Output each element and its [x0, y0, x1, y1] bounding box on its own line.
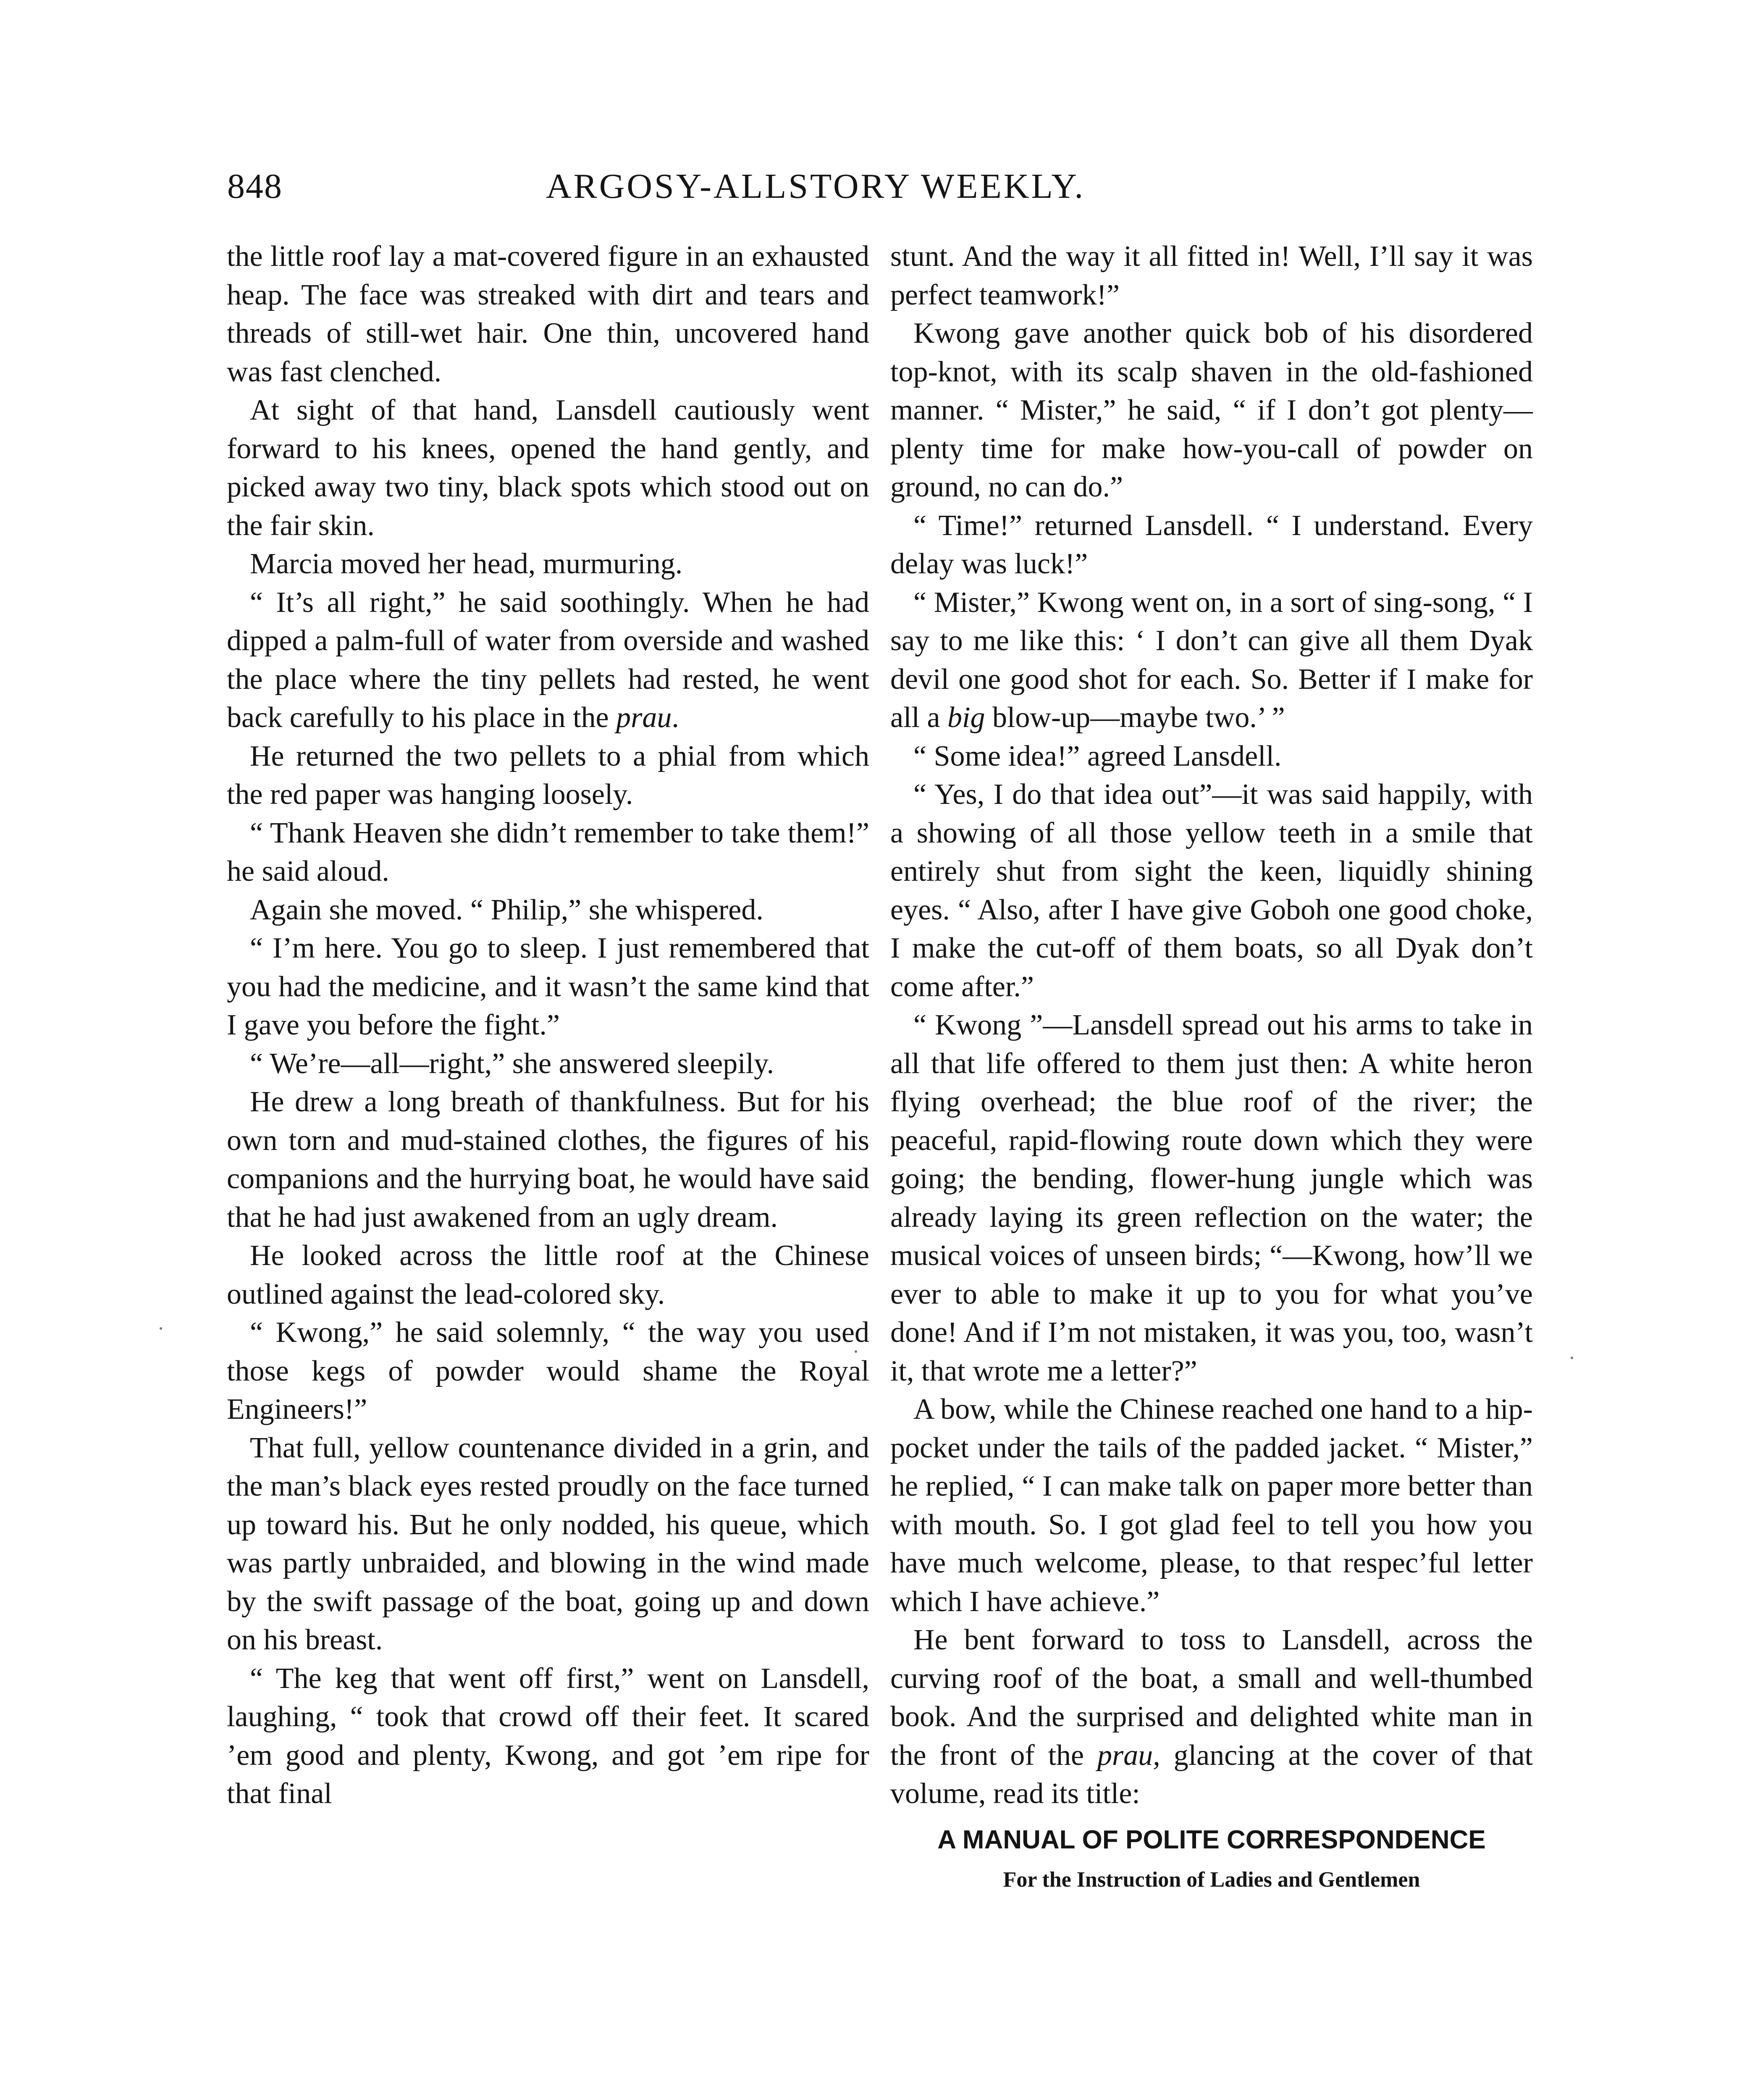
paragraph: Marcia moved her head, murmuring. [250, 548, 683, 580]
paragraph: Again she moved. “ Philip,” she whispered. [250, 893, 763, 926]
paragraph-text: blow-up—maybe two.’ ” [992, 701, 1285, 734]
paragraph: That full, yellow countenance divided in a grin, and the man’s black eyes rested proudly on the face turned up toward his. But he only nodded, his queue, which was partly unbraided, and blowing in the wind made by the swift passage of the boat, going up and down on his breast. [227, 1431, 869, 1656]
paragraph: “ Kwong,” he said solemnly, “ the way you used those kegs of powder would shame the Royal Engineers!” [227, 1316, 869, 1425]
paragraph: stunt. And the way it all fitted in! Well, I’ll say it was perfect teamwork!” [890, 240, 1533, 311]
paragraph [890, 583, 1533, 737]
paragraph: At sight of that hand, Lansdell cautiously went forward to his knees, opened the hand gently, and picked away two tiny, black spots which stood out on the fair skin. [227, 394, 869, 542]
paragraph [890, 1621, 1533, 1813]
print-speck [855, 1350, 857, 1353]
paragraph: He returned the two pellets to a phial from which the red paper was hanging loosely. [227, 740, 869, 811]
punctuation: . [672, 701, 679, 734]
italic-word: big [947, 701, 985, 734]
paragraph-text: glancing at the cover of that volume, read its title: [890, 1739, 1533, 1810]
paragraph: “ Thank Heaven she didn’t remember to take them!” he said aloud. [227, 816, 869, 887]
paragraph: He looked across the little roof at the Chinese outlined against the lead-colored sky. [227, 1239, 869, 1310]
paragraph: “ We’re—all—right,” she answered sleepily. [250, 1047, 774, 1080]
page-number: 848 [227, 167, 283, 206]
paragraph: A bow, while the Chinese reached one hand to a hip-pocket under the tails of the padded jacket. “ Mister,” he replied, “ I can make talk on paper more better than with mouth. So. I got glad feel to tell you how you have much welcome, please, to that respec’ful letter which I have achieve.” [890, 1393, 1533, 1618]
italic-word: prau, [1097, 1739, 1160, 1772]
book-subtitle: For the Instruction of Ladies and Gentlemen [1003, 1868, 1420, 1892]
paragraph: Kwong gave another quick bob of his disordered top-knot, with its scalp shaven in the old-fashioned manner. “ Mister,” he said, “ if I don’t got plenty—plenty time for make how-you-call of powder on ground, no can do.” [890, 317, 1533, 503]
paragraph: “ I’m here. You go to sleep. I just remembered that you had the medicine, and it wasn’t the same kind that I gave you before the fight.” [227, 932, 869, 1041]
paragraph: “ Kwong ”—Lansdell spread out his arms to take in all that life offered to them just then: A white heron flying overhead; the blue roof of the river; the peaceful, rapid-flowing route down which they were going; the bending, flower-hung jungle which was already laying its green reflection on the water; the musical voices of unseen birds; “—Kwong, how’ll we ever to able to make it up to you for what you’ve done! And if I’m not mistaken, it was you, too, wasn’t it, that wrote me a letter?” [890, 1009, 1533, 1387]
running-head: ARGOSY-ALLSTORY WEEKLY. [546, 167, 1086, 206]
left-column [227, 237, 869, 1813]
print-speck [160, 1327, 162, 1330]
paragraph: the little roof lay a mat-covered figure in an exhausted heap. The face was streaked with dirt and tears and threads of still-wet hair. One thin, uncovered hand was fast clenched. [227, 240, 869, 388]
paragraph-text: “ It’s all right,” he said soothingly. When he had dipped a palm-full of water from overside and washed the place where the tiny pellets had rested, he went back carefully to his place in the [227, 586, 869, 734]
paragraph: “ Time!” returned Lansdell. “ I understand. Every delay was luck!” [890, 509, 1533, 580]
paragraph-text: “ Mister,” Kwong went on, in a sort of sing-song, “ I say to me like this: ‘ I don’t can give all them Dyak devil one good shot for each. So. Better if I make for all a [890, 586, 1533, 734]
paragraph: “ Yes, I do that idea out”—it was said happily, with a showing of all those yellow teeth in a smile that entirely shut from sight the keen, liquidly shining eyes. “ Also, after I have give Goboh one good choke, I make the cut-off of them boats, so all Dyak don’t come after.” [890, 778, 1533, 1003]
italic-word: prau [616, 701, 672, 734]
print-speck [1571, 1357, 1573, 1359]
right-column [890, 237, 1533, 1899]
paragraph [227, 583, 869, 737]
book-title: A MANUAL OF POLITE CORRESPONDENCE [937, 1825, 1486, 1854]
paragraph-text: He bent forward to toss to Lansdell, across the curving roof of the boat, a small and well-thumbed book. And the surprised and delighted white man in the front of the [890, 1624, 1533, 1772]
paragraph: “ Some idea!” agreed Lansdell. [913, 740, 1282, 772]
paragraph: He drew a long breath of thankfulness. But for his own torn and mud-stained clothes, the figures of his companions and the hurrying boat, he would have said that he had just awakened from an ugly dream. [227, 1086, 869, 1234]
paragraph: “ The keg that went off first,” went on Lansdell, laughing, “ took that crowd off their feet. It scared ’em good and plenty, Kwong, and got ’em ripe for that final [227, 1662, 869, 1810]
